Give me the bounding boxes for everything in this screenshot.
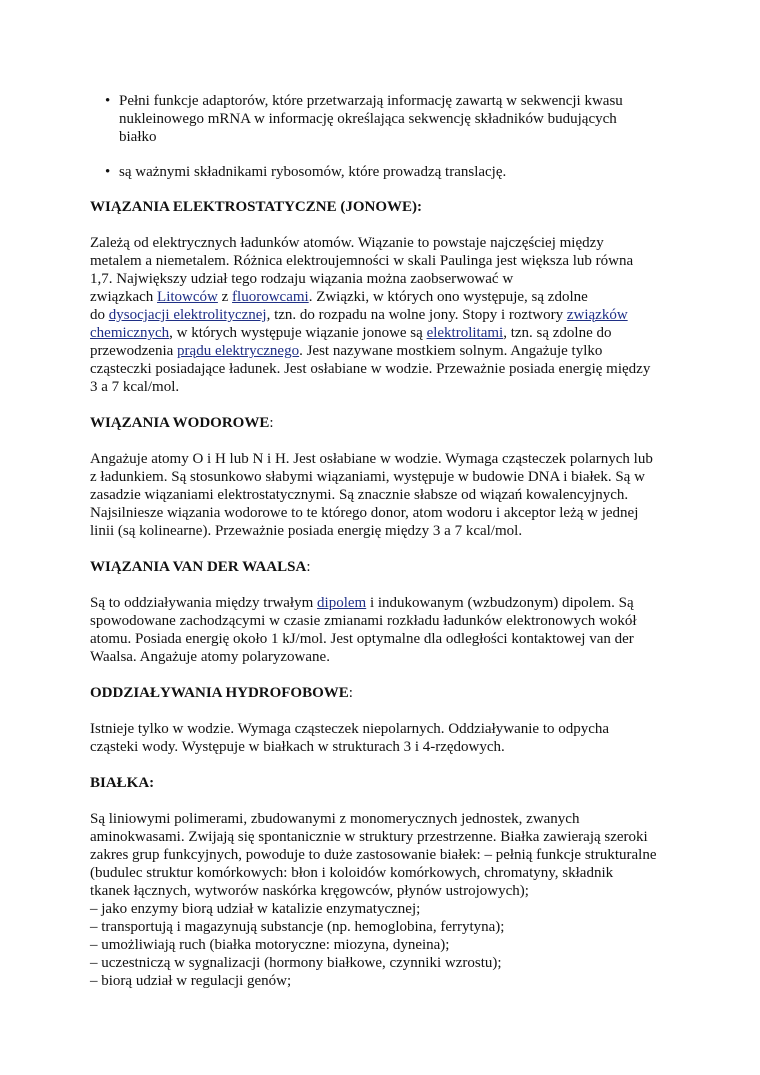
section-heading-van-der-waals xyxy=(90,558,680,576)
text-line: Waalsa. Angażuje atomy polaryzowane. xyxy=(90,649,330,665)
text-line: Są liniowymi polimerami, zbudowanymi z monomerycznych jednostek, zwanych xyxy=(90,811,580,827)
text-line: są ważnymi składnikami rybosomów, które prowadzą translację. xyxy=(119,164,507,180)
text-line: białko xyxy=(119,129,157,145)
paragraph-hydrogen-bonds xyxy=(90,450,680,540)
text-line: tkanek łącznych, wytworów naskórka kręgowców, płynów ustrojowych); xyxy=(90,883,529,899)
text-line: linii (są kolinearne). Przeważnie posiada energię między 3 a 7 kcal/mol. xyxy=(90,523,523,539)
text-line xyxy=(90,594,680,612)
text-line: – biorą udział w regulacji genów; xyxy=(90,973,292,989)
paragraph-van-der-waals xyxy=(90,594,680,666)
heading-text: WIĄZANIA WODOROWE xyxy=(90,415,270,431)
text-run: . Jest nazywane mostkiem solnym. Angażuje tylko xyxy=(299,343,603,359)
text-line: – uczestniczą w sygnalizacji (hormony białkowe, czynniki wzrostu); xyxy=(90,955,502,971)
bullet-icon: • xyxy=(105,93,111,109)
bullet-list xyxy=(90,92,680,181)
heading-colon: : xyxy=(306,559,311,575)
link-dysocjacji[interactable]: dysocjacji elektrolitycznej xyxy=(108,307,267,323)
link-pradu-elektrycznego[interactable]: prądu elektrycznego xyxy=(177,343,300,359)
text-line xyxy=(90,306,680,324)
text-line: zakres grup funkcyjnych, powoduje to duże zastosowanie białek: – pełnią funkcje strukturalne xyxy=(90,847,657,863)
text-line: – transportują i magazynują substancje (np. hemoglobina, ferrytyna); xyxy=(90,919,505,935)
heading-text: WIĄZANIA VAN DER WAALSA xyxy=(90,559,307,575)
bullet-icon: • xyxy=(105,164,111,180)
text-line xyxy=(90,288,680,306)
link-zwiazkow[interactable]: związków xyxy=(566,307,628,323)
section-heading-hydrophobic xyxy=(90,684,680,702)
text-line: atomu. Posiada energię około 1 kJ/mol. Jest optymalne dla odległości kontaktowej van der xyxy=(90,631,634,647)
text-line: spowodowane zachodzącymi w czasie zmianami rozkładu ładunków elektronowych wokół xyxy=(90,613,637,629)
bullet-item xyxy=(90,163,680,181)
document-page xyxy=(90,92,680,1008)
paragraph-proteins xyxy=(90,810,680,990)
text-run: i indukowanym (wzbudzonym) dipolem. Są xyxy=(366,595,634,611)
text-line: – jako enzymy biorą udział w katalizie enzymatycznej; xyxy=(90,901,421,917)
text-run: , tzn. do rozpadu na wolne jony. Stopy i roztwory xyxy=(266,307,567,323)
heading-text: ODDZIAŁYWANIA HYDROFOBOWE xyxy=(90,685,349,701)
section-heading-proteins: BIAŁKA: xyxy=(90,775,155,791)
link-dipolem[interactable]: dipolem xyxy=(317,595,367,611)
text-line: Najsilniesze wiązania wodorowe to te którego donor, atom wodoru i akceptor leżą w jednej xyxy=(90,505,639,521)
link-chemicznych[interactable]: chemicznych xyxy=(90,325,170,341)
text-line xyxy=(90,324,680,342)
text-line: 1,7. Największy udział tego rodzaju wiązania można zaobserwować w xyxy=(90,271,514,287)
link-elektrolitami[interactable]: elektrolitami xyxy=(426,325,504,341)
text-line: Istnieje tylko w wodzie. Wymaga cząsteczek niepolarnych. Oddziaływanie to odpycha xyxy=(90,721,610,737)
text-line: 3 a 7 kcal/mol. xyxy=(90,379,180,395)
link-litowcow[interactable]: Litowców xyxy=(157,289,218,305)
heading-colon: : xyxy=(269,415,274,431)
text-run: , tzn. są zdolne do xyxy=(503,325,612,341)
text-line: nukleinowego mRNA w informację określająca sekwencję składników budujących xyxy=(119,111,617,127)
heading-colon: : xyxy=(348,685,353,701)
bullet-item xyxy=(90,92,680,146)
text-run: przewodzenia xyxy=(90,343,178,359)
text-line: (budulec struktur komórkowych: błon i koloidów komórkowych, chromatyny, składnik xyxy=(90,865,614,881)
text-run: z xyxy=(217,289,233,305)
text-run: , w których występuje wiązanie jonowe są xyxy=(169,325,427,341)
text-line: Zależą od elektrycznych ładunków atomów. Wiązanie to powstaje najczęściej między xyxy=(90,235,604,251)
text-line: Angażuje atomy O i H lub N i H. Jest osłabiane w wodzie. Wymaga cząsteczek polarnych lub xyxy=(90,451,653,467)
section-heading-ionic-bonds: WIĄZANIA ELEKTROSTATYCZNE (JONOWE): xyxy=(90,199,422,215)
text-line: cząsteki wody. Występuje w białkach w strukturach 3 i 4-rzędowych. xyxy=(90,739,505,755)
text-line xyxy=(90,342,680,360)
text-run: do xyxy=(90,307,109,323)
text-line: metalem a niemetalem. Różnica elektroujemności w skali Paulinga jest większa lub równa xyxy=(90,253,634,269)
text-run: Są to oddziaływania między trwałym xyxy=(90,595,318,611)
text-line: aminokwasami. Zwijają się spontanicznie w struktury przestrzenne. Białka zawierają szeroki xyxy=(90,829,648,845)
section-heading-hydrogen-bonds xyxy=(90,414,680,432)
text-run: związkach xyxy=(90,289,158,305)
text-line: zasadzie wiązaniami elektrostatycznymi. Są znacznie słabsze od wiązań kowalencyjnych. xyxy=(90,487,629,503)
text-line: – umożliwiają ruch (białka motoryczne: miozyna, dyneina); xyxy=(90,937,450,953)
text-line: Pełni funkcje adaptorów, które przetwarzają informację zawartą w sekwencji kwasu xyxy=(119,93,623,109)
text-run: . Związki, w których ono występuje, są zdolne xyxy=(308,289,588,305)
paragraph-ionic-bonds xyxy=(90,234,680,396)
paragraph-hydrophobic xyxy=(90,720,680,756)
link-fluorowcami[interactable]: fluorowcami xyxy=(232,289,309,305)
text-line: z ładunkiem. Są stosunkowo słabymi wiązaniami, występuje w budowie DNA i białek. Są w xyxy=(90,469,645,485)
text-line: cząsteczki posiadające ładunek. Jest osłabiane w wodzie. Przeważnie posiada energię między xyxy=(90,361,651,377)
